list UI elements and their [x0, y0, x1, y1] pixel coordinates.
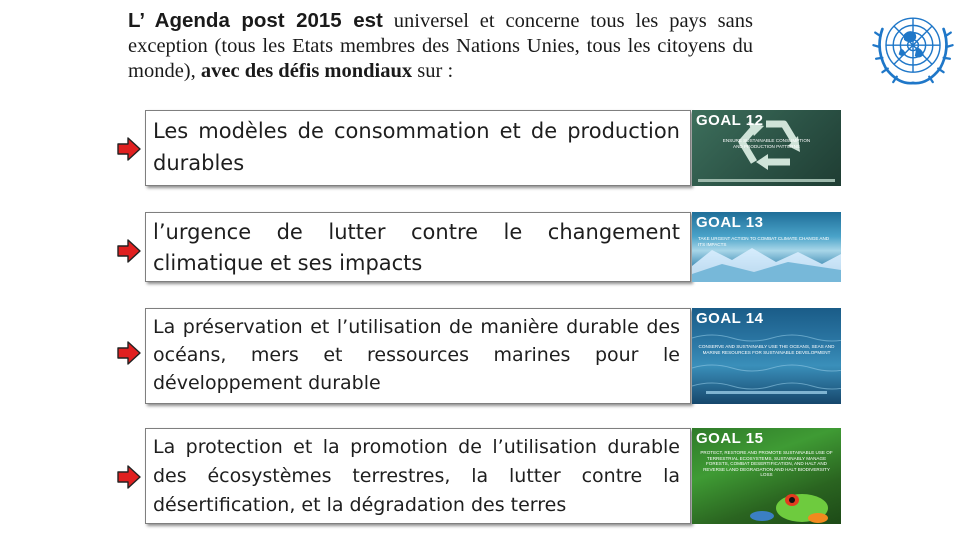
goal-13-title: GOAL 13 [696, 214, 764, 231]
intro-text-3: sur : [412, 60, 454, 82]
goal-14-footer-bar [706, 391, 827, 394]
red-arrow-icon [116, 238, 142, 264]
goal-12-title: GOAL 12 [696, 112, 764, 129]
goal-13-text: l’urgence de lutter contre le changement climatique et ses impacts [145, 212, 691, 282]
goal-15-caption: PROTECT, RESTORE AND PROMOTE SUSTAINABLE USE OF TERRESTRIAL ECOSYSTEMS, SUSTAINABLY MANAGE FORESTS, COMBAT DESERTIFICATION, AND HALT AND REVERSE LAND DEGRADATION AND HALT BIODIVERSITY LOSS [700, 450, 833, 478]
goal-15-text: La protection et la promotion de l’utilisation durable des écosystèmes terrestres, la lutter contre la désertification, et la dégradation des terres [145, 428, 691, 524]
goal-12-caption: ENSURE SUSTAINABLE CONSUMPTION AND PRODUCTION PATTERNS [722, 138, 811, 149]
goal-14-title: GOAL 14 [696, 310, 764, 327]
goal-15-title: GOAL 15 [696, 430, 764, 447]
glacier-icon [692, 246, 841, 282]
goal-15-image [692, 428, 841, 524]
intro-lead: L’ Agenda post 2015 est [128, 9, 383, 32]
united-nations-emblem-icon [868, 2, 958, 92]
goal-13-caption: TAKE URGENT ACTION TO COMBAT CLIMATE CHANGE AND ITS IMPACTS [698, 236, 830, 247]
red-arrow-icon [116, 340, 142, 366]
red-arrow-icon [116, 464, 142, 490]
goal-14-caption: CONSERVE AND SUSTAINABLY USE THE OCEANS, SEAS AND MARINE RESOURCES FOR SUSTAINABLE DEVELOPMENT [698, 344, 835, 355]
goal-12-image [692, 110, 841, 186]
goal-14-image [692, 308, 841, 404]
goal-12-footer-bar [698, 179, 835, 182]
goal-14-text: La préservation et l’utilisation de manière durable des océans, mers et ressources marines pour le développement durable [145, 308, 691, 404]
intro-bold-2: avec des défis mondiaux [200, 60, 413, 82]
red-arrow-icon [116, 136, 142, 162]
goal-13-image [692, 212, 841, 282]
intro-text-1: universel et concerne tous les pays sans exception (tous les Etats membres des Nations Unies, tous les citoyens du monde), [128, 10, 753, 82]
intro-paragraph [128, 8, 753, 84]
goal-12-text: Les modèles de consommation et de production durables [145, 110, 691, 186]
